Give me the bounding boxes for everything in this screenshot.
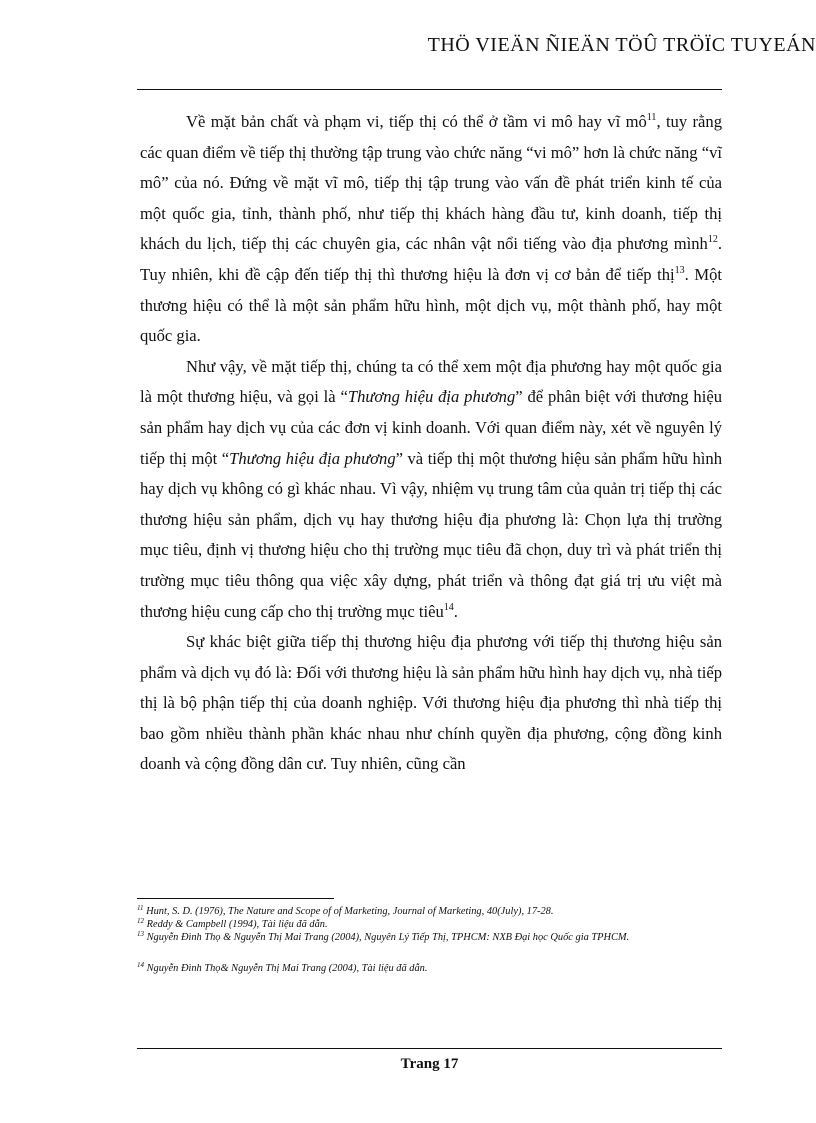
footnote-number: 12 bbox=[137, 917, 144, 925]
footnote-number: 11 bbox=[137, 904, 144, 912]
footnote-text: Nguyễn Đình Thọ& Nguyễn Thị Mai Trang (2004), Tài liệu đã dẫn. bbox=[146, 963, 428, 974]
footnote-text: Hunt, S. D. (1976), The Nature and Scope of of Marketing, Journal of Marketing, 40(July), 17-28. bbox=[146, 906, 554, 917]
header-rule bbox=[137, 89, 722, 90]
paragraph bbox=[140, 352, 722, 627]
text-run: ” và tiếp thị một thương hiệu sản phẩm hữu hình hay dịch vụ không có gì khác nhau. Vì vậy, nhiệm vụ trung tâm của quản trị tiếp thị các thương hiệu sản phẩm, dịch vụ hay thương hiệu địa phương là: Chọn lựa thị trường mục tiêu, định vị thương hiệu cho thị trường mục tiêu đã chọn, duy trì và phát triển thị trường mục tiêu thông qua việc xây dựng, phát triển và thông đạt giá trị ưu việt mà thương hiệu cung cấp cho thị trường mục tiêu bbox=[140, 448, 723, 621]
footnote-text: Reddy & Campbell (1994), Tài liệu đã dẫn. bbox=[146, 919, 328, 930]
footnote-number: 13 bbox=[137, 930, 144, 938]
footnote-text: Nguyễn Đình Thọ & Nguyễn Thị Mai Trang (2004), Nguyên Lý Tiếp Thị, TPHCM: NXB Đại học Quốc gia TPHCM. bbox=[146, 932, 630, 943]
paragraph bbox=[140, 107, 722, 352]
footnote bbox=[137, 931, 722, 944]
footnote-ref: 12 bbox=[707, 234, 718, 246]
footnote-ref: 13 bbox=[674, 264, 685, 276]
footnote bbox=[137, 918, 722, 931]
text-run: . Tuy nhiên, khi đề cập đến tiếp thị thì thương hiệu là đơn vị cơ bản để tiếp thị bbox=[140, 234, 722, 284]
page-number: Trang 17 bbox=[400, 1056, 459, 1072]
footer-rule bbox=[137, 1048, 722, 1049]
text-run: Về mặt bản chất và phạm vi, tiếp thị có thể ở tầm vi mô hay vĩ mô bbox=[186, 112, 647, 131]
footnote bbox=[137, 905, 722, 918]
text-run: . Một thương hiệu có thể là một sản phẩm hữu hình, một dịch vụ, một thành phố, hay một quốc gia. bbox=[140, 264, 722, 346]
text-run: Như vậy, về mặt tiếp thị, chúng ta có thể xem một địa phương hay một quốc gia là một thương hiệu, và gọi là “ bbox=[140, 356, 722, 407]
text-run: ” để phân biệt với thương hiệu sản phẩm hay dịch vụ của các đơn vị kinh doanh. Với quan điểm này, xét về nguyên lý tiếp thị một “ bbox=[140, 387, 723, 468]
italic-text: Thương hiệu địa phương bbox=[347, 387, 516, 407]
header-title: THÖ VIEÄN ÑIEÄN TÖÛ TRÖÏC TUYEÁN bbox=[427, 34, 816, 56]
footnotes bbox=[137, 905, 722, 975]
footnote bbox=[137, 962, 722, 975]
paragraph bbox=[140, 627, 722, 780]
text-run: . bbox=[453, 601, 458, 621]
text-run: Sự khác biệt giữa tiếp thị thương hiệu địa phương với tiếp thị thương hiệu sản phẩm và dịch vụ đó là: Đối với thương hiệu là sản phẩm hữu hình hay dịch vụ, nhà tiếp thị là bộ phận tiếp thị của doanh nghiệp. Với thương hiệu địa phương thì nhà tiếp thị bao gồm nhiều thành phần khác nhau như chính quyền địa phương, cộng đồng kinh doanh và cộng đồng dân cư. Tuy nhiên, cũng cần bbox=[140, 632, 722, 774]
text-run: , tuy rằng các quan điểm về tiếp thị thường tập trung vào chức năng “vi mô” hơn là chức năng “vĩ mô” của nó. Đứng về mặt vĩ mô, tiếp thị tập trung vào vấn đề phát triển kinh tế của một quốc gia, tỉnh, thành phố, như tiếp thị khách hàng đầu tư, kinh doanh, tiếp thị khách du lịch, tiếp thị các chuyên gia, các nhân vật nổi tiếng vào địa phương mình bbox=[140, 112, 723, 254]
footnote-number: 14 bbox=[137, 961, 144, 969]
footnote-ref: 11 bbox=[646, 112, 657, 123]
footnote-ref: 14 bbox=[443, 601, 454, 613]
italic-text: Thương hiệu địa phương bbox=[229, 448, 396, 468]
footnote-separator bbox=[137, 898, 334, 899]
body-text bbox=[140, 107, 722, 780]
